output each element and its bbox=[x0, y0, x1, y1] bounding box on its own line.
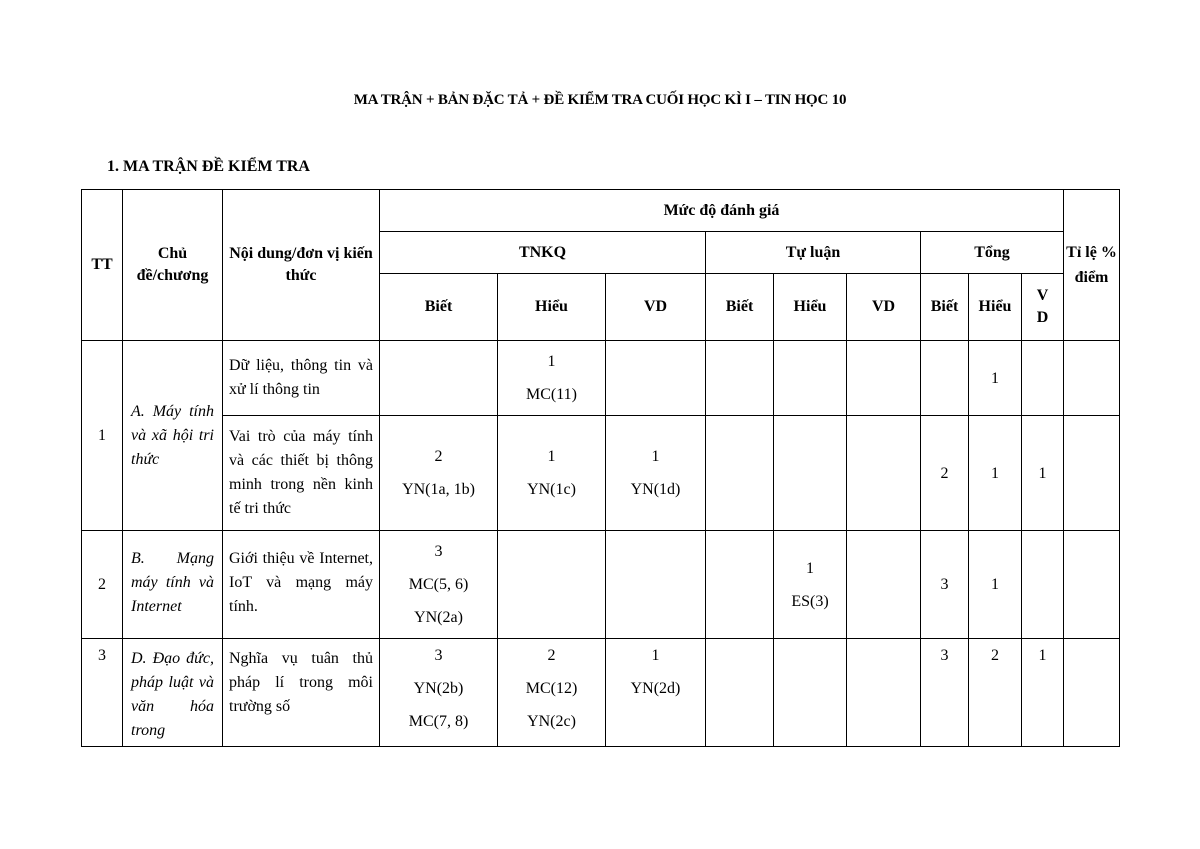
header-total-understand: Hiểu bbox=[969, 274, 1022, 341]
row-1a-essay-know bbox=[706, 341, 774, 416]
row-3-essay-know bbox=[706, 639, 774, 747]
header-essay-know: Biết bbox=[706, 274, 774, 341]
row-3-essay-understand bbox=[774, 639, 847, 747]
header-level: Mức độ đánh giá bbox=[380, 190, 1064, 232]
row-3-number: 3 bbox=[82, 639, 123, 747]
header-tnkq-understand: Hiểu bbox=[498, 274, 606, 341]
row-3-content: Nghĩa vụ tuân thủ pháp lí trong môi trường số bbox=[223, 639, 380, 747]
row-3-percent bbox=[1064, 639, 1120, 747]
header-tt: TT bbox=[82, 190, 123, 341]
header-essay: Tự luận bbox=[706, 232, 921, 274]
row-1a-total-know bbox=[921, 341, 969, 416]
section-heading: 1. MA TRẬN ĐỀ KIỂM TRA bbox=[107, 158, 310, 175]
header-content: Nội dung/đơn vị kiến thức bbox=[223, 190, 380, 341]
row-1b-essay-understand bbox=[774, 416, 847, 531]
row-2-tnkq-know: 3 MC(5, 6) YN(2a) bbox=[380, 531, 498, 639]
row-1a-tnkq-understand: 1 MC(11) bbox=[498, 341, 606, 416]
row-2-tnkq-apply bbox=[606, 531, 706, 639]
row-2-essay-know bbox=[706, 531, 774, 639]
assessment-matrix-table bbox=[81, 189, 1120, 747]
row-3-topic: D. Đạo đức, pháp luật và văn hóa trong bbox=[123, 639, 223, 747]
header-essay-apply: VD bbox=[847, 274, 921, 341]
row-2-topic: B. Mạng máy tính và Internet bbox=[123, 531, 223, 639]
row-3-total-know: 3 bbox=[921, 639, 969, 747]
row-3-tnkq-know: 3 YN(2b) MC(7, 8) bbox=[380, 639, 498, 747]
row-2-total-understand: 1 bbox=[969, 531, 1022, 639]
row-2-content: Giới thiệu về Internet, IoT và mạng máy tính. bbox=[223, 531, 380, 639]
row-1a-tnkq-apply bbox=[606, 341, 706, 416]
header-total: Tổng bbox=[921, 232, 1064, 274]
header-tnkq-know: Biết bbox=[380, 274, 498, 341]
header-tnkq-apply: VD bbox=[606, 274, 706, 341]
row-1a-percent bbox=[1064, 341, 1120, 416]
document-title: MA TRẬN + BẢN ĐẶC TẢ + ĐỀ KIỂM TRA CUỐI HỌC KÌ I – TIN HỌC 10 bbox=[353, 92, 847, 108]
header-percent: Tỉ lệ % điểm bbox=[1064, 190, 1120, 341]
row-1b-essay-know bbox=[706, 416, 774, 531]
row-1a-total-apply bbox=[1022, 341, 1064, 416]
row-1a-total-understand: 1 bbox=[969, 341, 1022, 416]
row-1a-content: Dữ liệu, thông tin và xử lí thông tin bbox=[223, 341, 380, 416]
header-essay-understand: Hiểu bbox=[774, 274, 847, 341]
row-1b-percent bbox=[1064, 416, 1120, 531]
row-3-tnkq-apply: 1 YN(2d) bbox=[606, 639, 706, 747]
row-1b-tnkq-know: 2 YN(1a, 1b) bbox=[380, 416, 498, 531]
row-1b-total-apply: 1 bbox=[1022, 416, 1064, 531]
row-1-topic: A. Máy tính và xã hội tri thức bbox=[123, 341, 223, 531]
header-tnkq: TNKQ bbox=[380, 232, 706, 274]
row-3-tnkq-understand: 2 MC(12) YN(2c) bbox=[498, 639, 606, 747]
row-2-percent bbox=[1064, 531, 1120, 639]
header-total-know: Biết bbox=[921, 274, 969, 341]
row-1b-total-understand: 1 bbox=[969, 416, 1022, 531]
row-3-total-apply: 1 bbox=[1022, 639, 1064, 747]
row-2-total-apply bbox=[1022, 531, 1064, 639]
row-1a-essay-understand bbox=[774, 341, 847, 416]
row-2-total-know: 3 bbox=[921, 531, 969, 639]
row-1b-essay-apply bbox=[847, 416, 921, 531]
row-1a-essay-apply bbox=[847, 341, 921, 416]
row-2-tnkq-understand bbox=[498, 531, 606, 639]
row-3-total-understand: 2 bbox=[969, 639, 1022, 747]
header-topic: Chủ đề/chương bbox=[123, 190, 223, 341]
row-2-number: 2 bbox=[82, 531, 123, 639]
row-1b-tnkq-understand: 1 YN(1c) bbox=[498, 416, 606, 531]
row-2-essay-understand: 1 ES(3) bbox=[774, 531, 847, 639]
row-1b-content: Vai trò của máy tính và các thiết bị thông minh trong nền kinh tế tri thức bbox=[223, 416, 380, 531]
row-1b-total-know: 2 bbox=[921, 416, 969, 531]
header-total-apply: V D bbox=[1022, 274, 1064, 341]
row-3-essay-apply bbox=[847, 639, 921, 747]
row-2-essay-apply bbox=[847, 531, 921, 639]
row-1a-tnkq-know bbox=[380, 341, 498, 416]
row-1b-tnkq-apply: 1 YN(1d) bbox=[606, 416, 706, 531]
row-1-number: 1 bbox=[82, 341, 123, 531]
